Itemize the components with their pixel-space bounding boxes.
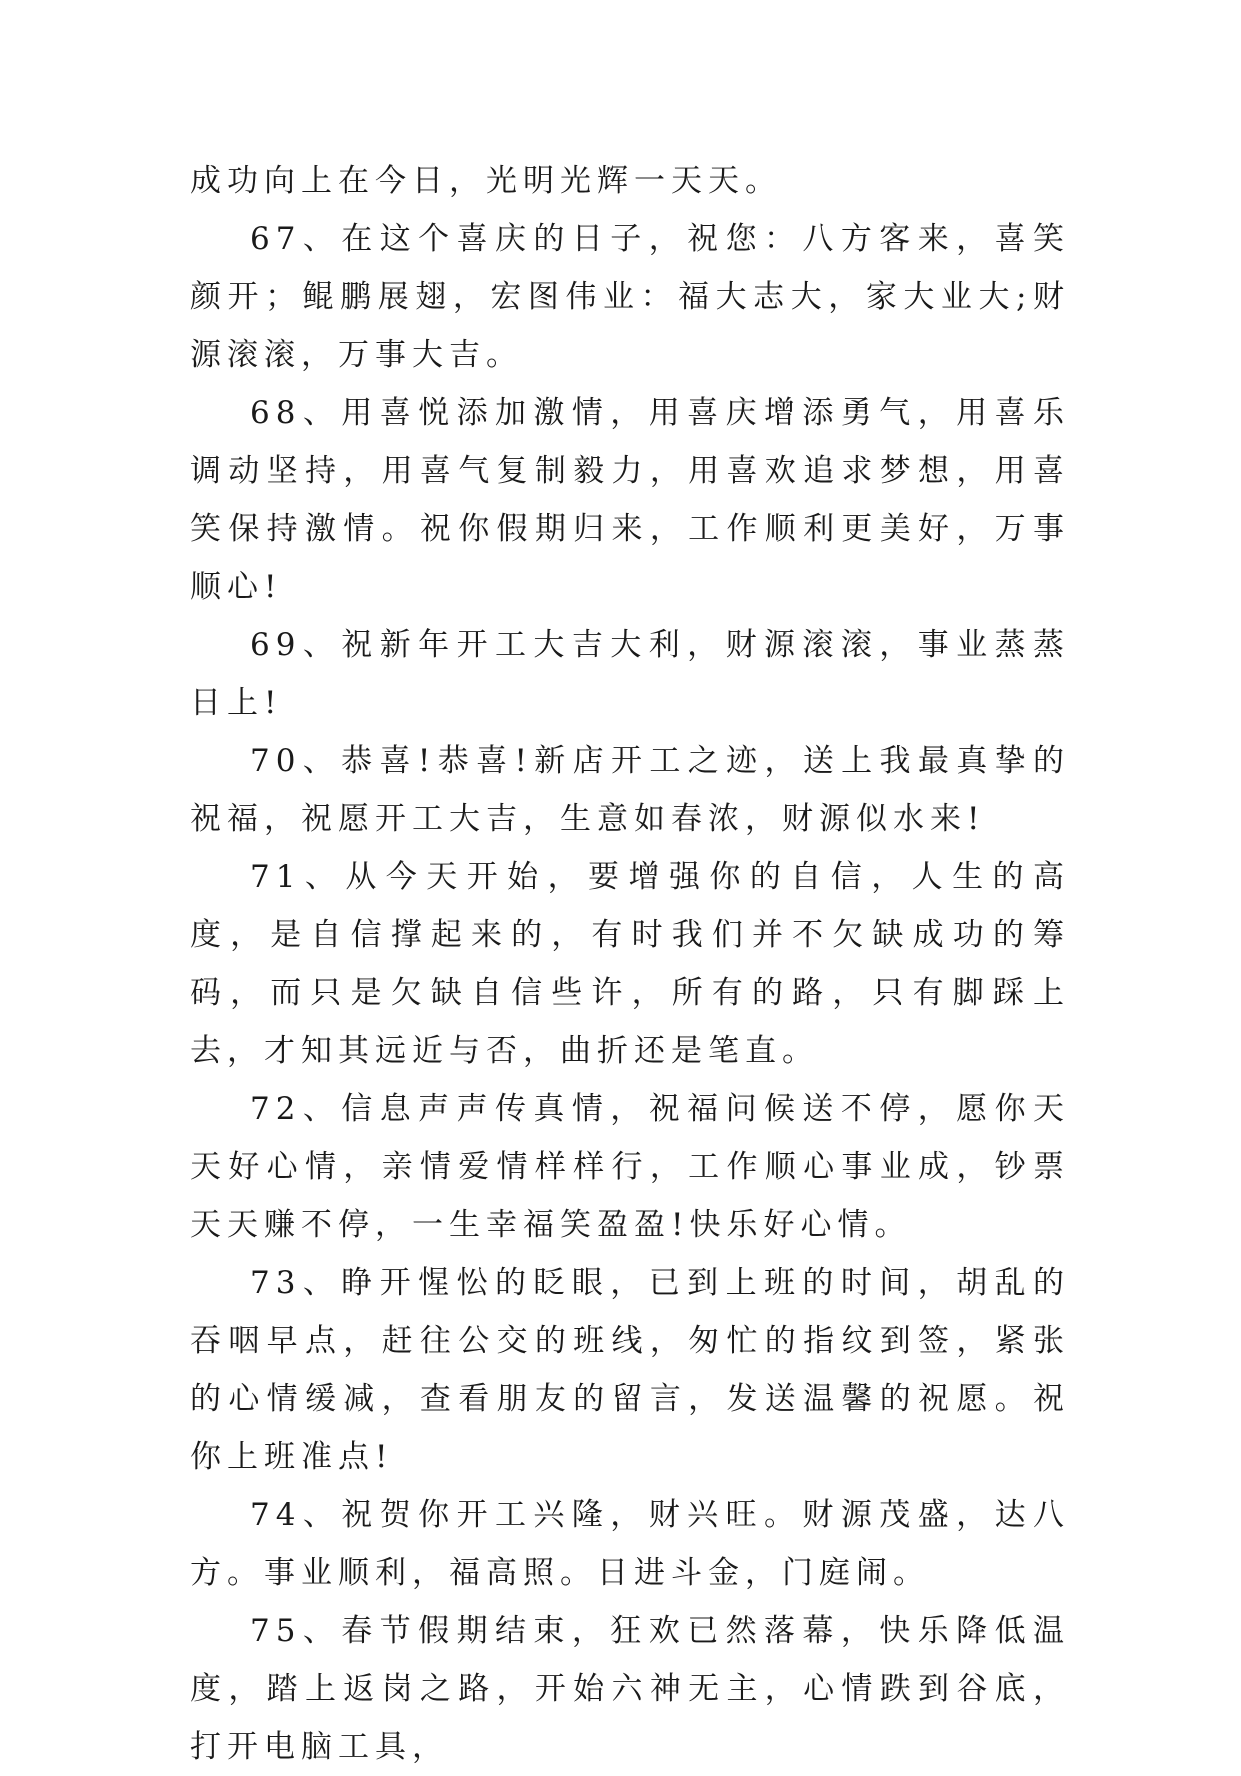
paragraph: 74、祝贺你开工兴隆，财兴旺。财源茂盛，达八方。事业顺利，福高照。日进斗金，门庭闹。 — [190, 1497, 1070, 1591]
document-body — [190, 152, 1070, 1776]
paragraph: 72、信息声声传真情，祝福问候送不停，愿你天天好心情，亲情爱情样样行，工作顺心事业成，钞票天天赚不停，一生幸福笑盈盈!快乐好心情。 — [190, 1091, 1070, 1243]
paragraph: 69、祝新年开工大吉大利，财源滚滚，事业蒸蒸日上! — [190, 627, 1070, 721]
paragraph: 71、从今天开始，要增强你的自信，人生的高度，是自信撑起来的，有时我们并不欠缺成功的筹码，而只是欠缺自信些许，所有的路，只有脚踩上去，才知其远近与否，曲折还是笔直。 — [190, 859, 1070, 1069]
paragraph: 73、睁开惺忪的眨眼，已到上班的时间，胡乱的吞咽早点，赶往公交的班线，匆忙的指纹到签，紧张的心情缓减，查看朋友的留言，发送温馨的祝愿。祝你上班准点! — [190, 1265, 1070, 1475]
paragraph: 75、春节假期结束，狂欢已然落幕，快乐降低温度，踏上返岗之路，开始六神无主，心情跌到谷底，打开电脑工具， — [190, 1613, 1070, 1765]
paragraph: 68、用喜悦添加激情，用喜庆增添勇气，用喜乐调动坚持，用喜气复制毅力，用喜欢追求梦想，用喜笑保持激情。祝你假期归来，工作顺利更美好，万事顺心! — [190, 395, 1070, 605]
paragraph: 67、在这个喜庆的日子，祝您：八方客来，喜笑颜开；鲲鹏展翅，宏图伟业：福大志大，家大业大;财源滚滚，万事大吉。 — [190, 221, 1070, 373]
paragraph: 70、恭喜!恭喜!新店开工之迹，送上我最真挚的祝福，祝愿开工大吉，生意如春浓，财源似水来! — [190, 743, 1070, 837]
paragraph: 成功向上在今日，光明光辉一天天。 — [190, 163, 782, 199]
